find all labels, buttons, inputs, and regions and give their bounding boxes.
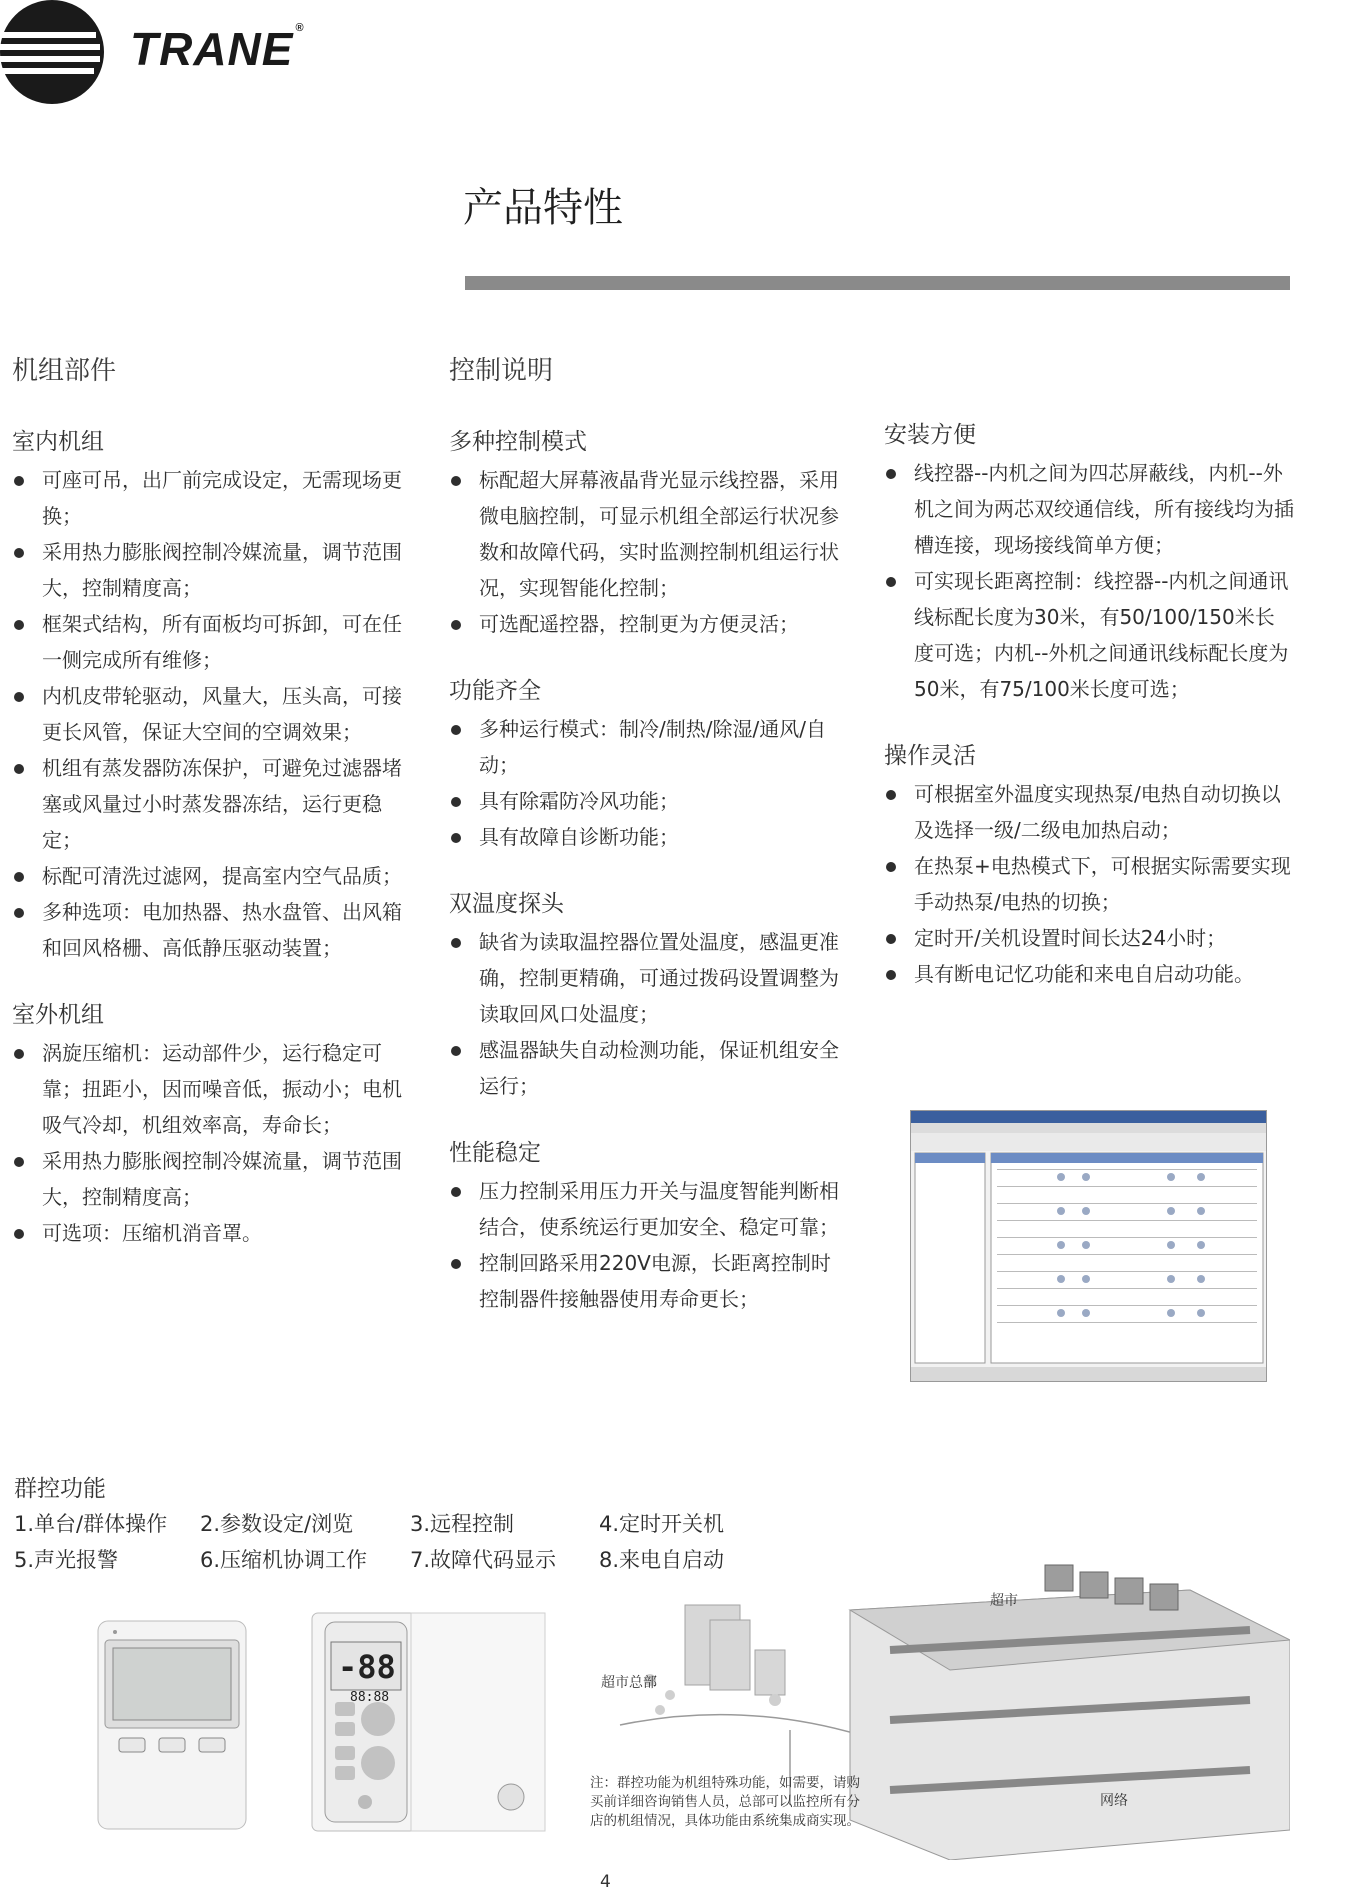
trane-logo-icon	[0, 0, 105, 105]
section-outdoor	[12, 996, 412, 1251]
function-item: 1.单台/群体操作	[14, 1512, 168, 1536]
group-control-title: 群控功能	[14, 1476, 106, 1502]
subsection-title: 多种控制模式	[449, 429, 587, 455]
functions-list	[449, 711, 849, 855]
column-control-description	[449, 350, 849, 1339]
dual-sensor-list	[449, 924, 849, 1104]
list-item: 可根据室外温度实现热泵/电热自动切换以及选择一级/二级电加热启动；	[884, 776, 1294, 848]
column-unit-components	[12, 350, 412, 1273]
software-screenshot	[910, 1110, 1267, 1382]
outdoor-list	[12, 1035, 412, 1251]
list-item: 多种运行模式：制冷/制热/除湿/通风/自动；	[449, 711, 849, 783]
list-item: 控制回路采用220V电源，长距离控制时控制器件接触器使用寿命更长；	[449, 1245, 849, 1317]
indoor-list	[12, 462, 412, 966]
list-item: 采用热力膨胀阀控制冷媒流量，调节范围大，控制精度高；	[12, 534, 412, 606]
section-multi-mode	[449, 423, 849, 642]
list-item: 感温器缺失自动检测功能，保证机组安全运行；	[449, 1032, 849, 1104]
remote-controller-image	[311, 1612, 546, 1832]
section-dual-sensor	[449, 885, 849, 1104]
list-item: 标配可清洗过滤网，提高室内空气品质；	[12, 858, 412, 894]
list-item: 可实现长距离控制：线控器--内机之间通讯线标配长度为30米，有50/100/150米长度可选；内机--外机之间通讯线标配长度为50米，有75/100米长度可选；	[884, 563, 1294, 707]
list-item: 可选配遥控器，控制更为方便灵活；	[449, 606, 849, 642]
subsection-title: 双温度探头	[449, 891, 564, 917]
list-item: 标配超大屏幕液晶背光显示线控器，采用微电脑控制，可显示机组全部运行状况参数和故障代码，实时监测控制机组运行状况，实现智能化控制；	[449, 462, 849, 606]
install-list	[884, 455, 1294, 707]
remote-display-main: -88	[338, 1648, 396, 1686]
function-item: 4.定时开关机	[599, 1512, 725, 1536]
function-item: 6.压缩机协调工作	[200, 1548, 368, 1572]
subsection-title: 室外机组	[12, 1002, 104, 1028]
stable-list	[449, 1173, 849, 1317]
list-item: 线控器--内机之间为四芯屏蔽线，内机--外机之间为两芯双绞通信线，所有接线均为插槽连接，现场接线简单方便；	[884, 455, 1294, 563]
list-item: 压力控制采用压力开关与温度智能判断相结合，使系统运行更加安全、稳定可靠；	[449, 1173, 849, 1245]
page-title: 产品特性	[463, 185, 623, 231]
subsection-title: 性能稳定	[449, 1140, 541, 1166]
section-stable	[449, 1134, 849, 1317]
label-network: 网络	[1100, 1793, 1128, 1809]
section-indoor	[12, 423, 412, 966]
section-heading: 机组部件	[12, 356, 117, 386]
section-heading: 控制说明	[449, 356, 554, 386]
list-item: 具有断电记忆功能和来电自启动功能。	[884, 956, 1294, 992]
function-item: 5.声光报警	[14, 1548, 119, 1572]
list-item: 框架式结构，所有面板均可拆卸，可在任一侧完成所有维修；	[12, 606, 412, 678]
remote-display-sub: 88:88	[350, 1690, 390, 1705]
brand-name	[130, 22, 305, 76]
column-installation	[884, 416, 1294, 1014]
list-item: 机组有蒸发器防冻保护，可避免过滤器堵塞或风量过小时蒸发器冻结，运行更稳定；	[12, 750, 412, 858]
list-item: 缺省为读取温控器位置处温度，感温更准确，控制更精确，可通过拨码设置调整为读取回风口处温度；	[449, 924, 849, 1032]
list-item: 具有除霜防冷风功能；	[449, 783, 849, 819]
section-flexible	[884, 737, 1294, 992]
list-item: 可选项：压缩机消音罩。	[12, 1215, 412, 1251]
function-item: 8.来电自启动	[599, 1548, 725, 1572]
label-supermarket: 超市	[990, 1593, 1018, 1609]
title-divider	[465, 276, 1290, 290]
list-item: 具有故障自诊断功能；	[449, 819, 849, 855]
section-install	[884, 416, 1294, 707]
list-item: 涡旋压缩机：运动部件少，运行稳定可靠；扭距小，因而噪音低，振动小；电机吸气冷却，机组效率高，寿命长；	[12, 1035, 412, 1143]
section-functions	[449, 672, 849, 855]
label-hq: 超市总部	[601, 1675, 657, 1691]
subsection-title: 操作灵活	[884, 743, 976, 769]
flexible-list	[884, 776, 1294, 992]
list-item: 可座可吊，出厂前完成设定，无需现场更换；	[12, 462, 412, 534]
list-item: 定时开/关机设置时间长达24小时；	[884, 920, 1294, 956]
function-item: 7.故障代码显示	[410, 1548, 557, 1572]
subsection-title: 室内机组	[12, 429, 104, 455]
list-item: 采用热力膨胀阀控制冷媒流量，调节范围大，控制精度高；	[12, 1143, 412, 1215]
function-item: 3.远程控制	[410, 1512, 515, 1536]
multi-mode-list	[449, 462, 849, 642]
page-number: 4	[600, 1872, 611, 1892]
list-item: 多种选项：电加热器、热水盘管、出风箱和回风格栅、高低静压驱动装置；	[12, 894, 412, 966]
registered-mark: ®	[295, 22, 305, 34]
wired-controller-image	[97, 1620, 247, 1830]
group-control-note: 注：群控功能为机组特殊功能，如需要，请购买前详细咨询销售人员，总部可以监控所有分店的机组情况，具体功能由系统集成商实现。	[590, 1775, 860, 1829]
function-item: 2.参数设定/浏览	[200, 1512, 354, 1536]
list-item: 在热泵+电热模式下，可根据实际需要实现手动热泵/电热的切换；	[884, 848, 1294, 920]
brand-text: TRANE	[130, 23, 294, 75]
list-item: 内机皮带轮驱动，风量大，压头高，可接更长风管，保证大空间的空调效果；	[12, 678, 412, 750]
subsection-title: 安装方便	[884, 422, 976, 448]
subsection-title: 功能齐全	[449, 678, 541, 704]
